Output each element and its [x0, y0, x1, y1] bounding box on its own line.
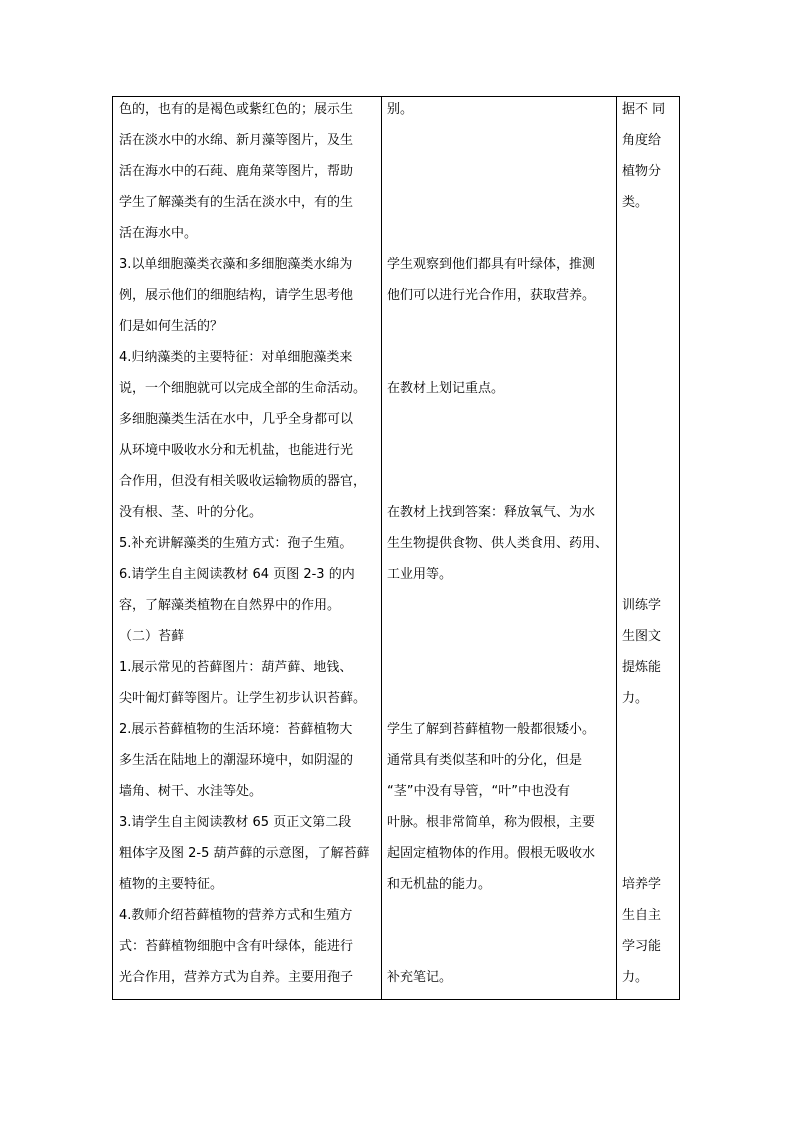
text-line: 多细胞藻类生活在水中，几乎全身都可以: [119, 412, 354, 427]
text-line: 粗体字及图 2-5 葫芦藓的示意图，了解苔藓: [119, 846, 370, 861]
text-line: 2.展示苔藓植物的生活环境：苔藓植物大: [119, 722, 353, 737]
text-line: 活在海水中的石莼、鹿角菜等图片，帮助: [119, 164, 354, 179]
text-line: 培养学: [622, 877, 662, 892]
text-line: 多生活在陆地上的潮湿环境中，如阴湿的: [119, 753, 354, 768]
text-line: 训练学: [622, 598, 662, 613]
text-line: 色的，也有的是褐色或紫红色的；展示生: [119, 102, 354, 117]
text-line: 生图文: [622, 629, 662, 644]
column-divider: [381, 97, 382, 999]
text-line: 活在淡水中的水绵、新月藻等图片，及生: [119, 133, 354, 148]
text-line: 墙角、树干、水洼等处。: [119, 784, 263, 799]
text-line: 别。: [387, 102, 414, 117]
text-line: 活在海水中。: [119, 226, 198, 241]
text-line: 从环境中吸收水分和无机盐，也能进行光: [119, 443, 354, 458]
text-line: 生生物提供食物、供人类食用、药用、: [387, 536, 609, 551]
text-line: 植物的主要特征。: [119, 877, 224, 892]
text-line: 补充笔记。: [387, 970, 453, 985]
lesson-plan-table: [112, 96, 680, 1000]
text-line: 4.归纳藻类的主要特征：对单细胞藻类来: [119, 350, 353, 365]
text-line: 植物分: [622, 164, 662, 179]
text-line: 合作用，但没有相关吸收运输物质的器官，: [119, 474, 367, 489]
text-line: 力。: [622, 691, 649, 706]
text-line: 通常具有类似茎和叶的分化，但是: [387, 753, 583, 768]
section-heading: （二）苔藓: [119, 629, 185, 644]
text-line: 生自主: [622, 908, 662, 923]
text-line: 工业用等。: [387, 567, 453, 582]
text-line: 1.展示常见的苔藓图片：葫芦藓、地钱、: [119, 660, 353, 675]
text-line: 起固定植物体的作用。假根无吸收水: [387, 846, 596, 861]
text-line: “茎”中没有导管，“叶”中也没有: [387, 784, 570, 799]
text-line: 说，一个细胞就可以完成全部的生命活动。: [119, 381, 367, 396]
text-line: 例，展示他们的细胞结构，请学生思考他: [119, 288, 354, 303]
text-line: 叶脉。根非常简单，称为假根，主要: [387, 815, 596, 830]
text-line: 3.以单细胞藻类衣藻和多细胞藻类水绵为: [119, 257, 353, 272]
text-line: 学生观察到他们都具有叶绿体，推测: [387, 257, 596, 272]
text-line: 和无机盐的能力。: [387, 877, 492, 892]
text-line: 学生了解到苔藓植物一般都很矮小。: [387, 722, 596, 737]
text-line: 角度给: [622, 133, 662, 148]
text-line: 6.请学生自主阅读教材 64 页图 2-3 的内: [119, 567, 355, 582]
text-line: 们是如何生活的？: [119, 319, 224, 334]
text-line: 没有根、茎、叶的分化。: [119, 505, 263, 520]
column-divider: [616, 97, 617, 999]
text-line: 力。: [622, 970, 649, 985]
text-line: 尖叶匍灯藓等图片。让学生初步认识苔藓。: [119, 691, 367, 706]
text-line: 学生了解藻类有的生活在淡水中，有的生: [119, 195, 354, 210]
text-line: 提炼能: [622, 660, 662, 675]
text-line: 容，了解藻类植物在自然界中的作用。: [119, 598, 341, 613]
text-line: 学习能: [622, 939, 662, 954]
text-line: 类。: [622, 195, 649, 210]
text-line: 5.补充讲解藻类的生殖方式：孢子生殖。: [119, 536, 353, 551]
text-line: 他们可以进行光合作用，获取营养。: [387, 288, 596, 303]
text-line: 光合作用，营养方式为自养。主要用孢子: [119, 970, 354, 985]
text-line: 式：苔藓植物细胞中含有叶绿体，能进行: [119, 939, 354, 954]
text-line: 在教材上划记重点。: [387, 381, 505, 396]
text-line: 4.教师介绍苔藓植物的营养方式和生殖方: [119, 908, 353, 923]
text-line: 在教材上找到答案：释放氧气、为水: [387, 505, 596, 520]
text-line: 据不 同: [622, 102, 666, 117]
text-line: 3.请学生自主阅读教材 65 页正文第二段: [119, 815, 352, 830]
